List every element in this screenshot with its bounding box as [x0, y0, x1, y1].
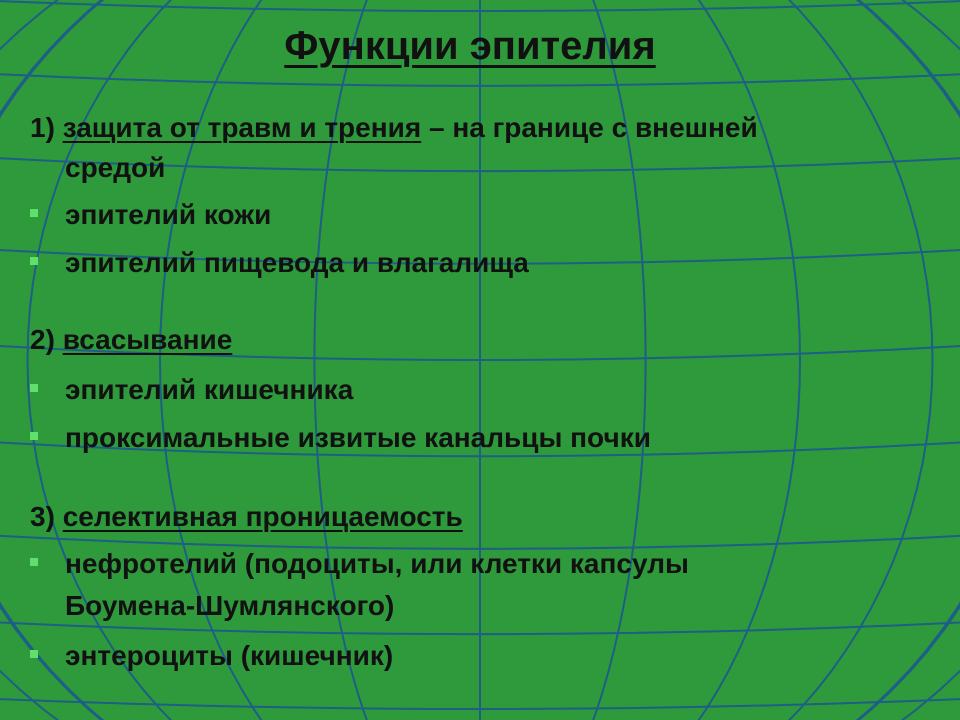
section-1-number: 1): [30, 112, 55, 143]
section-2-heading-underlined: всасывание: [62, 324, 233, 355]
section-1-heading-continuation: средой: [65, 152, 166, 183]
bullet-square-icon: [30, 650, 38, 658]
item-text: эпителий кожи: [65, 199, 272, 230]
section-1-heading: [30, 108, 758, 188]
section-2-item-2: [30, 417, 651, 459]
item-text: нефротелий (подоциты, или клетки капсулы: [65, 548, 689, 579]
bullet-square-icon: [30, 257, 38, 265]
section-1-item-1: [30, 194, 271, 236]
bullet-square-icon: [30, 384, 38, 392]
bullet-square-icon: [30, 558, 38, 566]
item-text-continuation: Боумена-Шумлянского): [65, 590, 395, 621]
slide-title: Функции эпителия: [284, 24, 656, 68]
section-1-heading-rest: – на границе с внешней: [428, 112, 758, 143]
section-3-heading: [30, 497, 463, 537]
section-1-heading-underlined: защита от травм и трения: [62, 112, 422, 143]
section-3-number: 3): [30, 501, 55, 532]
section-2-heading: [30, 320, 232, 360]
item-text: проксимальные извитые канальцы почки: [65, 422, 651, 453]
bullet-square-icon: [30, 432, 38, 440]
item-text: эпителий кишечника: [65, 374, 354, 405]
section-2-number: 2): [30, 324, 55, 355]
section-3-item-1: [30, 543, 689, 627]
item-text: энтероциты (кишечник): [65, 640, 394, 671]
section-3-item-2: [30, 635, 393, 677]
bullet-square-icon: [30, 209, 38, 217]
section-3-heading-underlined: селективная проницаемость: [62, 501, 463, 532]
section-2-item-1: [30, 369, 353, 411]
section-1-item-2: [30, 242, 529, 284]
item-text: эпителий пищевода и влагалища: [65, 247, 529, 278]
